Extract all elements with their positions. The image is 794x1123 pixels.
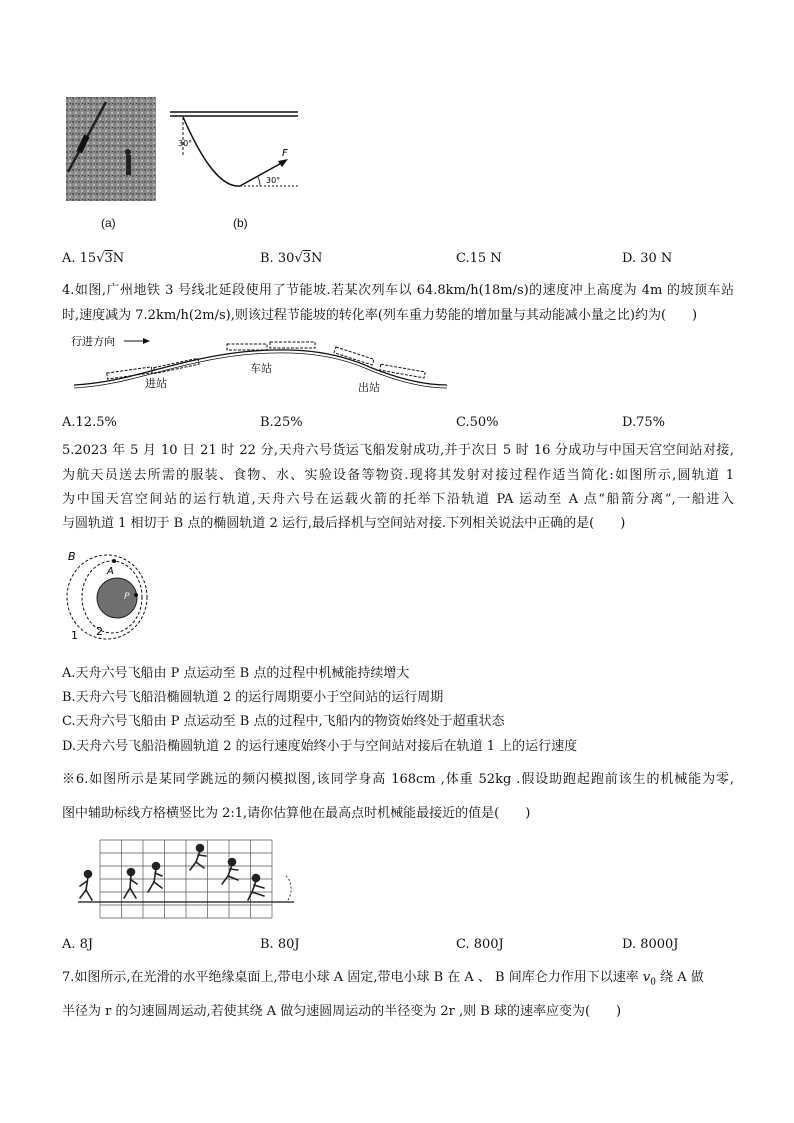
q4-option-b[interactable]: B.25%: [260, 415, 303, 430]
q6-option-d[interactable]: D. 8000J: [622, 937, 679, 952]
q7-text-line-1: [62, 968, 734, 988]
q4-option-a[interactable]: A.12.5%: [62, 415, 117, 430]
q5-text-line-4: 与圆轨道 1 相切于 B 点的椭圆轨道 2 运行,最后择机与空间站对接.下列相关说法中正确的是( ): [62, 516, 626, 531]
q5-option-d[interactable]: D.天舟六号飞船沿椭圆轨道 2 的运行速度始终小于与空间站对接后在轨道 1 上的运行速度: [62, 739, 578, 754]
q5-text-line-2: 为航天员送去所需的服装、食物、水、实验设备等物资.现将其发射对接过程作适当简化:如图所示,圆轨道 1: [62, 468, 734, 483]
station-label: 车站: [250, 362, 272, 375]
q5-option-c[interactable]: C.天舟六号飞船由 P 点运动至 B 点的过程中,飞船内的物资始终处于超重状态: [62, 714, 505, 729]
figure-b-diagram: [168, 106, 308, 196]
q4-figure-slope: [62, 330, 452, 402]
figure-a-caption: (a): [101, 216, 116, 230]
q3-option-a-prefix: A. 15: [62, 251, 97, 266]
q3-option-b-prefix: B. 30: [260, 251, 295, 266]
q4-option-c[interactable]: C.50%: [456, 415, 499, 430]
point-p-label: P: [124, 592, 130, 602]
train-entering: [107, 358, 199, 379]
velocity-subscript: 0: [650, 977, 656, 988]
force-label: F: [282, 148, 288, 159]
q7-text-line-2: 半径为 r 的匀速圆周运动,若使其绕 A 做匀速圆周运动的半径变为 2r ,则 B 球的速率应变为( ): [62, 1004, 622, 1019]
q3-option-c[interactable]: C.15 N: [456, 251, 502, 266]
point-b-label: B: [68, 550, 76, 563]
q6-text-line-2: 图中辅助标线方格横竖比为 2:1,请你估算他在最高点时机械能最接近的值是( ): [62, 806, 531, 821]
q4-option-d[interactable]: D.75%: [622, 415, 665, 430]
figure-b-caption: (b): [233, 216, 248, 230]
q3-option-b[interactable]: [260, 249, 322, 269]
train-station: [227, 342, 315, 350]
auxiliary-grid: [100, 840, 272, 918]
angle-bottom-label: 30°: [266, 176, 281, 185]
q3-option-a-unit: N: [112, 251, 125, 266]
velocity-symbol: v: [642, 970, 651, 985]
figure-a-photo: [66, 97, 156, 201]
q6-text-line-1: ※6.如图所示是某同学跳远的频闪模拟图,该同学身高 168cm ,体重 52kg .假设助跑起跑前该生的机械能为零,: [62, 772, 734, 787]
direction-label: 行进方向: [71, 335, 115, 348]
q5-text-line-3: 为中国天宫空间站的运行轨道,天舟六号在运载火箭的托举下沿轨道 PA 运动至 A 点“船箭分离”,一船进入: [62, 492, 734, 507]
exit-label: 出站: [358, 381, 380, 394]
q4-text-line-2: 时,速度减为 7.2km/h(2m/s),则该过程节能坡的转化率(列车重力势能的增加量与其动能减小量之比)约为( ): [62, 308, 698, 323]
enter-label: 进站: [145, 377, 167, 390]
q4-text-line-1: 4.如图,广州地铁 3 号线北延段使用了节能坡.若某次列车以 64.8km/h(18m/s)的速度冲上高度为 4m 的坡顶车站: [62, 283, 734, 298]
q5-option-b[interactable]: B.天舟六号飞船沿椭圆轨道 2 的运行周期要小于空间站的运行周期: [62, 690, 444, 705]
q6-figure-long-jump: [74, 836, 299, 926]
q5-option-a[interactable]: A.天舟六号飞船由 P 点运动至 B 点的过程中机械能持续增大: [62, 666, 410, 681]
radical-sign: √: [96, 251, 105, 266]
earth: [97, 578, 137, 618]
q5-text-line-1: 5.2023 年 5 月 10 日 21 时 22 分,天舟六号货运飞船发射成功,并于次日 5 时 16 分成功与中国天宫空间站对接,: [62, 443, 734, 458]
orbit-2-label: 2: [96, 625, 103, 638]
q6-option-b[interactable]: B. 80J: [260, 937, 300, 952]
q6-option-c[interactable]: C. 800J: [456, 937, 504, 952]
q3-option-b-root: 3: [302, 251, 311, 266]
q7-line-1-start: 7.如图所示,在光滑的水平绝缘桌面上,带电小球 A 固定,带电小球 B 在 A 、 B 间库仑力作用下以速率: [62, 970, 643, 985]
q3-option-d[interactable]: D. 30 N: [622, 251, 673, 266]
train-exiting: [334, 347, 425, 378]
radical-sign: √: [294, 251, 303, 266]
orbit-1-label: 1: [71, 629, 78, 642]
point-a-label: A: [107, 566, 114, 577]
q3-option-b-unit: N: [310, 251, 323, 266]
q5-figure-orbits: [62, 545, 157, 645]
q3-option-a-root: 3: [104, 251, 113, 266]
q6-option-a[interactable]: A. 8J: [62, 937, 94, 952]
angle-top-label: 30°: [178, 139, 193, 148]
q7-line-1-end: 绕 A 做: [655, 970, 704, 985]
q3-option-a[interactable]: [62, 249, 124, 269]
